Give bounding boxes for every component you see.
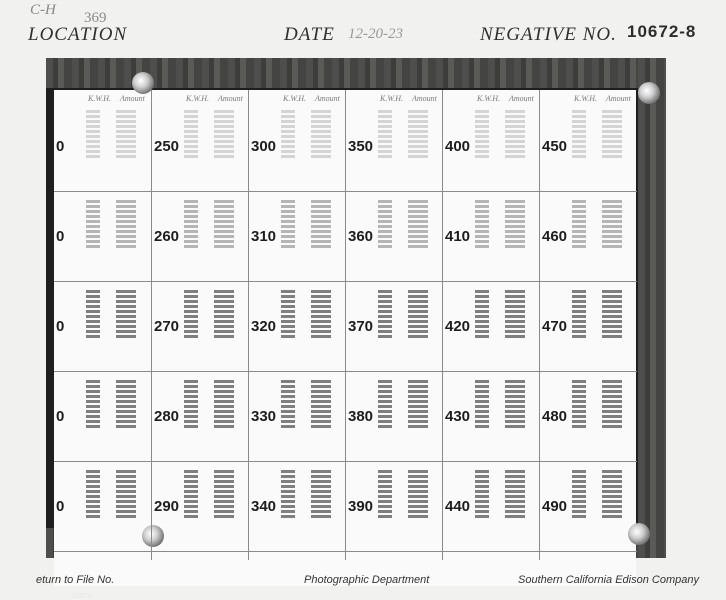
rate-block — [54, 374, 151, 462]
fine-print-line — [572, 513, 622, 518]
return-to-file-label: eturn to File No. — [36, 574, 115, 586]
fine-print-rows — [572, 288, 622, 338]
fine-print-rows — [281, 108, 331, 158]
kwh-header: K.W.H. — [477, 94, 501, 103]
kwh-base-number: 340 — [251, 498, 277, 515]
date-value: 12-20-23 — [348, 26, 403, 42]
fine-print-line — [572, 423, 622, 428]
rate-block — [249, 104, 346, 192]
amount-header: Amount — [606, 94, 631, 103]
kwh-base-number: 450 — [542, 138, 568, 155]
rate-block — [443, 104, 540, 192]
board-right — [638, 58, 666, 558]
kwh-base-number: 420 — [445, 318, 471, 335]
kwh-base-number: 460 — [542, 228, 568, 245]
fine-print-line — [86, 513, 136, 518]
fine-print-line — [378, 333, 428, 338]
rate-block — [540, 104, 637, 192]
rate-block — [443, 194, 540, 282]
fine-print-rows — [378, 198, 428, 248]
fine-print-line — [86, 333, 136, 338]
kwh-base-number: 360 — [348, 228, 374, 245]
amount-header: Amount — [315, 94, 340, 103]
fine-print-line — [281, 513, 331, 518]
kwh-base-number: 260 — [154, 228, 180, 245]
fine-print-line — [475, 243, 525, 248]
kwh-base-number: 310 — [251, 228, 277, 245]
kwh-base-number: 320 — [251, 318, 277, 335]
kwh-header: K.W.H. — [574, 94, 598, 103]
kwh-base-number: 250 — [154, 138, 180, 155]
fine-print-rows — [378, 378, 428, 428]
amount-header: Amount — [412, 94, 437, 103]
fine-print-rows — [572, 378, 622, 428]
kwh-header: K.W.H. — [380, 94, 404, 103]
corner-number: 369 — [84, 10, 107, 26]
fine-print-line — [184, 513, 234, 518]
rate-column — [248, 90, 346, 560]
kwh-base-number: 480 — [542, 408, 568, 425]
rate-block — [249, 374, 346, 462]
fine-print-rows — [378, 468, 428, 518]
fine-print-rows — [378, 108, 428, 158]
rate-column — [151, 90, 249, 560]
kwh-base-number: 300 — [251, 138, 277, 155]
corner-code: C-H — [30, 2, 56, 18]
fine-print-rows — [572, 108, 622, 158]
rate-block — [54, 194, 151, 282]
kwh-base-number: 380 — [348, 408, 374, 425]
rate-block — [54, 284, 151, 372]
rate-block — [443, 464, 540, 552]
kwh-base-number: 440 — [445, 498, 471, 515]
fine-print-line — [86, 243, 136, 248]
kwh-base-number: 400 — [445, 138, 471, 155]
rate-block — [249, 464, 346, 552]
fine-print-line — [572, 333, 622, 338]
fine-print-line — [281, 423, 331, 428]
rate-block — [540, 284, 637, 372]
amount-header: Amount — [120, 94, 145, 103]
fine-print-rows — [572, 198, 622, 248]
fine-print-rows — [86, 198, 136, 248]
kwh-base-number: 290 — [154, 498, 180, 515]
fine-print-line — [475, 333, 525, 338]
thumbtack-icon — [638, 82, 660, 104]
fine-print-rows — [281, 198, 331, 248]
rate-block — [540, 194, 637, 282]
photo-stamp: 10673 — [72, 593, 92, 600]
kwh-base-number: 470 — [542, 318, 568, 335]
rate-block — [54, 104, 151, 192]
negative-number: 10672-8 — [627, 22, 697, 41]
kwh-header: K.W.H. — [88, 94, 112, 103]
rate-block — [346, 374, 443, 462]
negative-label: NEGATIVE NO. — [480, 24, 617, 45]
rate-column — [54, 90, 151, 560]
fine-print-rows — [184, 288, 234, 338]
date-label: DATE — [284, 24, 335, 45]
fine-print-line — [378, 423, 428, 428]
fine-print-line — [184, 333, 234, 338]
amount-header: Amount — [218, 94, 243, 103]
amount-header: Amount — [509, 94, 534, 103]
rate-block — [54, 464, 151, 552]
fine-print-line — [184, 423, 234, 428]
location-label: LOCATION — [28, 24, 128, 45]
rate-block — [152, 284, 249, 372]
fine-print-line — [184, 243, 234, 248]
fine-print-rows — [184, 468, 234, 518]
kwh-header: K.W.H. — [186, 94, 210, 103]
kwh-base-number: 490 — [542, 498, 568, 515]
company-label: Southern California Edison Company — [518, 574, 699, 586]
fine-print-line — [378, 513, 428, 518]
fine-print-rows — [86, 288, 136, 338]
fine-print-rows — [86, 108, 136, 158]
fine-print-line — [86, 423, 136, 428]
kwh-base-number: 0 — [56, 318, 65, 335]
rate-block — [540, 464, 637, 552]
rate-block — [152, 194, 249, 282]
kwh-base-number: 330 — [251, 408, 277, 425]
rate-block — [346, 284, 443, 372]
fine-print-line — [378, 153, 428, 158]
kwh-base-number: 0 — [56, 228, 65, 245]
fine-print-line — [572, 153, 622, 158]
rate-column — [345, 90, 443, 560]
rate-block — [443, 374, 540, 462]
fine-print-rows — [572, 468, 622, 518]
rate-column — [442, 90, 540, 560]
kwh-base-number: 430 — [445, 408, 471, 425]
department-label: Photographic Department — [304, 574, 430, 586]
kwh-base-number: 390 — [348, 498, 374, 515]
fine-print-line — [86, 153, 136, 158]
rate-block — [152, 374, 249, 462]
fine-print-rows — [475, 198, 525, 248]
kwh-header: K.W.H. — [283, 94, 307, 103]
fine-print-line — [281, 153, 331, 158]
rate-block — [249, 194, 346, 282]
rate-block — [152, 104, 249, 192]
fine-print-line — [572, 243, 622, 248]
rate-block — [152, 464, 249, 552]
fine-print-rows — [475, 468, 525, 518]
rate-block — [346, 104, 443, 192]
rate-block — [540, 374, 637, 462]
kwh-base-number: 0 — [56, 408, 65, 425]
fine-print-rows — [475, 378, 525, 428]
fine-print-line — [475, 153, 525, 158]
fine-print-line — [475, 423, 525, 428]
rate-block — [249, 284, 346, 372]
rate-block — [443, 284, 540, 372]
kwh-base-number: 410 — [445, 228, 471, 245]
rate-table — [54, 90, 636, 560]
rate-column — [539, 90, 637, 560]
rate-block — [346, 464, 443, 552]
fine-print-rows — [475, 108, 525, 158]
fine-print-rows — [281, 288, 331, 338]
kwh-base-number: 270 — [154, 318, 180, 335]
fine-print-rows — [184, 198, 234, 248]
fine-print-rows — [475, 288, 525, 338]
fine-print-line — [281, 243, 331, 248]
kwh-base-number: 280 — [154, 408, 180, 425]
fine-print-line — [475, 513, 525, 518]
fine-print-line — [378, 243, 428, 248]
fine-print-rows — [281, 468, 331, 518]
fine-print-rows — [184, 108, 234, 158]
fine-print-rows — [86, 468, 136, 518]
kwh-base-number: 0 — [56, 138, 65, 155]
fine-print-rows — [281, 378, 331, 428]
fine-print-line — [184, 153, 234, 158]
fine-print-rows — [378, 288, 428, 338]
fine-print-rows — [86, 378, 136, 428]
fine-print-rows — [184, 378, 234, 428]
kwh-base-number: 0 — [56, 498, 65, 515]
kwh-base-number: 350 — [348, 138, 374, 155]
kwh-base-number: 370 — [348, 318, 374, 335]
rate-block — [346, 194, 443, 282]
fine-print-line — [281, 333, 331, 338]
